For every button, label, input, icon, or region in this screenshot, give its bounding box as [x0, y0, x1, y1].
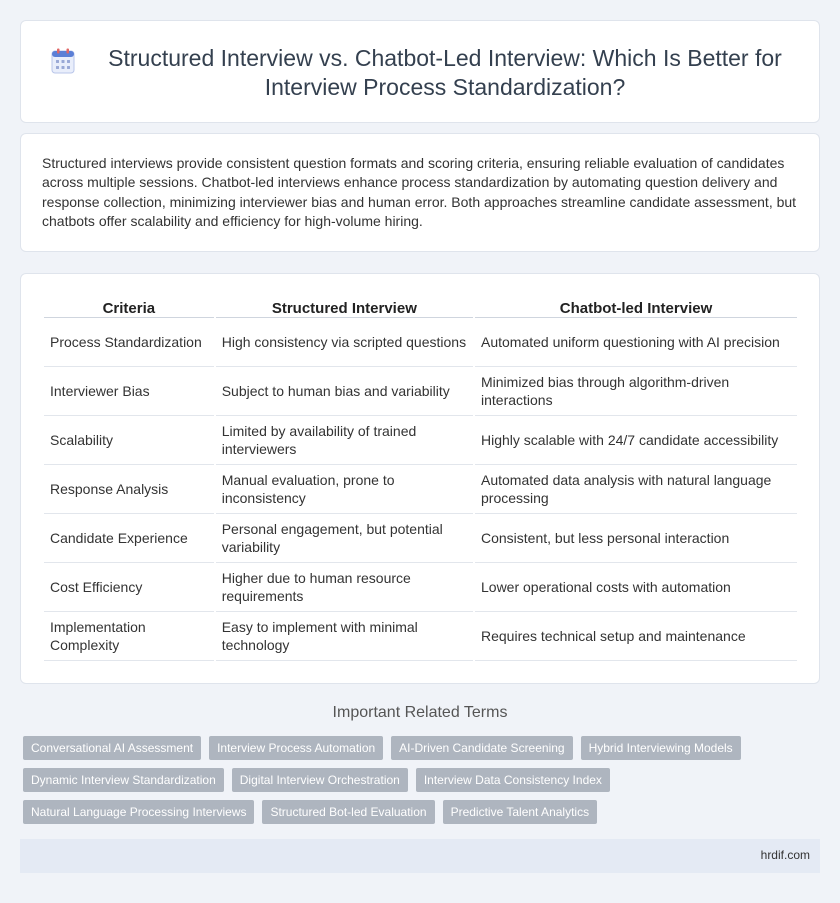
criteria-cell: Scalability: [44, 416, 214, 465]
chatbot-cell: Minimized bias through algorithm-driven interactions: [475, 367, 797, 416]
structured-cell: High consistency via scripted questions: [216, 318, 473, 367]
comparison-table: [42, 295, 799, 661]
comparison-table-card: [20, 273, 820, 684]
page-title: Structured Interview vs. Chatbot-Led Interview: Which Is Better for Interview Process Standardization?: [108, 45, 782, 100]
chatbot-cell: Consistent, but less personal interaction: [475, 514, 797, 563]
table-row: [44, 612, 797, 661]
structured-cell: Subject to human bias and variability: [216, 367, 473, 416]
structured-cell: Higher due to human resource requirements: [216, 563, 473, 612]
related-term-tag[interactable]: Structured Bot-led Evaluation: [262, 800, 434, 824]
chatbot-cell: Requires technical setup and maintenance: [475, 612, 797, 661]
criteria-cell: Process Standardization: [44, 318, 214, 367]
related-term-tag[interactable]: Hybrid Interviewing Models: [581, 736, 741, 760]
header-criteria: Criteria: [44, 295, 214, 318]
criteria-cell: Cost Efficiency: [44, 563, 214, 612]
chatbot-cell: Automated uniform questioning with AI precision: [475, 318, 797, 367]
related-term-tag[interactable]: Digital Interview Orchestration: [232, 768, 408, 792]
related-term-tag[interactable]: AI-Driven Candidate Screening: [391, 736, 572, 760]
criteria-cell: Candidate Experience: [44, 514, 214, 563]
table-row: [44, 563, 797, 612]
chatbot-cell: Highly scalable with 24/7 candidate accessibility: [475, 416, 797, 465]
intro-paragraph: Structured interviews provide consistent question formats and scoring criteria, ensuring reliable evaluation of candidates across multiple sessions. Chatbot-led interviews enhance process standardization by automating question delivery and response collection, minimizing interviewer bias and human error. Both approaches streamline candidate assessment, but chatbots offer scalability and efficiency for high-volume hiring.: [42, 155, 797, 229]
structured-cell: Easy to implement with minimal technology: [216, 612, 473, 661]
related-term-tag[interactable]: Predictive Talent Analytics: [443, 800, 598, 824]
criteria-cell: Response Analysis: [44, 465, 214, 514]
table-row: [44, 318, 797, 367]
related-term-tag[interactable]: Conversational AI Assessment: [23, 736, 201, 760]
table-row: [44, 465, 797, 514]
table-row: [44, 416, 797, 465]
table-header-row: [44, 295, 797, 318]
intro-card: [20, 133, 820, 252]
related-terms-list: [23, 736, 813, 824]
chatbot-cell: Automated data analysis with natural language processing: [475, 465, 797, 514]
criteria-cell: Interviewer Bias: [44, 367, 214, 416]
footer: [20, 839, 820, 873]
related-term-tag[interactable]: Dynamic Interview Standardization: [23, 768, 224, 792]
structured-cell: Personal engagement, but potential variability: [216, 514, 473, 563]
header-structured-interview: Structured Interview: [216, 295, 473, 318]
related-term-tag[interactable]: Interview Process Automation: [209, 736, 383, 760]
criteria-cell: Implementation Complexity: [44, 612, 214, 661]
related-terms-heading: Important Related Terms: [332, 704, 508, 721]
title-card: [20, 20, 820, 123]
structured-cell: Manual evaluation, prone to inconsistency: [216, 465, 473, 514]
table-row: [44, 514, 797, 563]
footer-site-link[interactable]: hrdif.com: [760, 848, 810, 862]
header-chatbot-interview: Chatbot-led Interview: [475, 295, 797, 318]
related-term-tag[interactable]: Interview Data Consistency Index: [416, 768, 610, 792]
table-row: [44, 367, 797, 416]
related-term-tag[interactable]: Natural Language Processing Interviews: [23, 800, 254, 824]
structured-cell: Limited by availability of trained interviewers: [216, 416, 473, 465]
chatbot-cell: Lower operational costs with automation: [475, 563, 797, 612]
calendar-icon: [51, 48, 75, 74]
